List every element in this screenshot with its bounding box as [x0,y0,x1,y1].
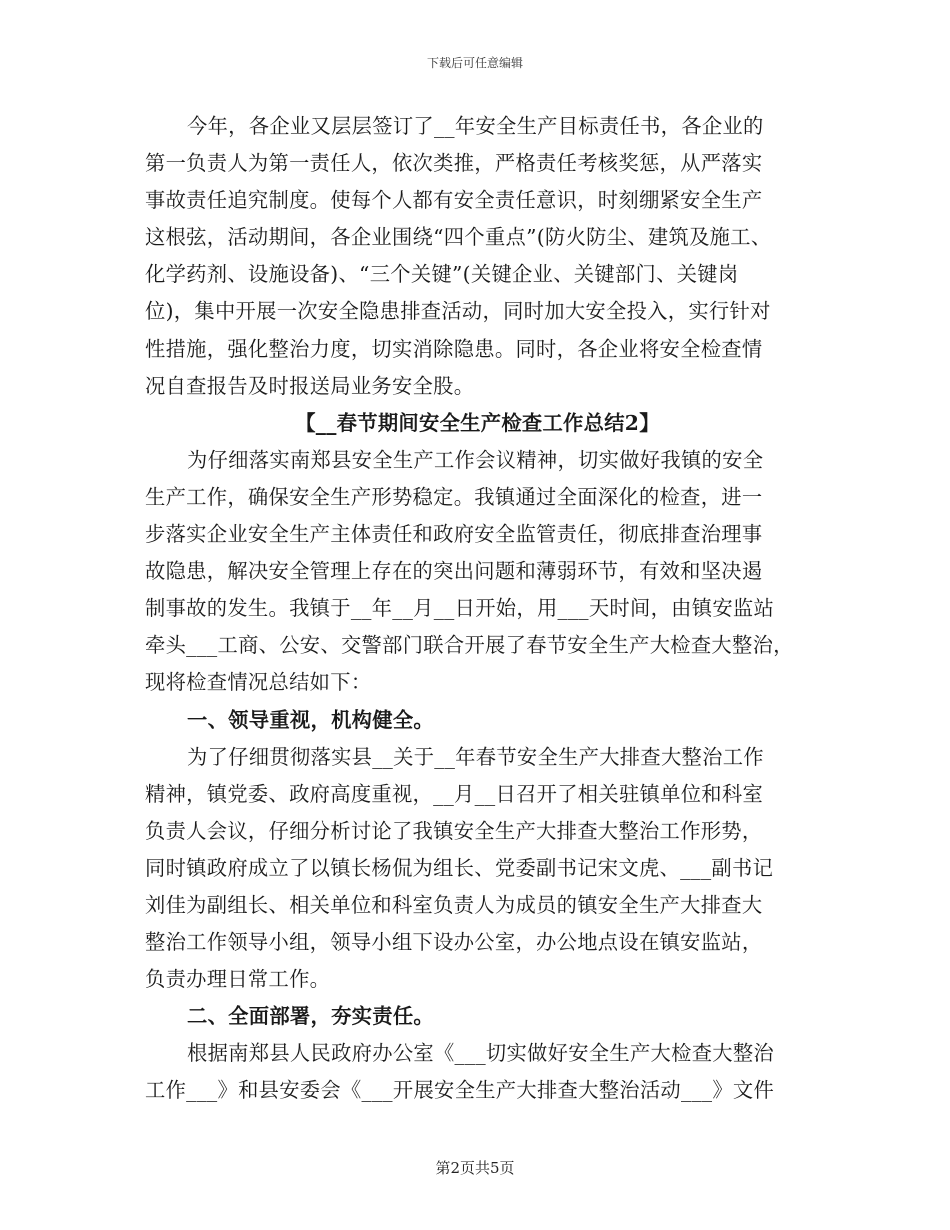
text-line: 位)，集中开展一次安全隐患排查活动，同时加大安全投入，实行针对 [145,299,771,324]
text-line: 负责人会议，仔细分析讨论了我镇安全生产大排查大整治工作形势， [145,818,763,843]
text-line: 为仔细落实南郑县安全生产工作会议精神，切实做好我镇的安全 [187,447,764,472]
text-line: 况自查报告及时报送局业务安全股。 [145,373,475,398]
section-heading: 二、全面部署，夯实责任。 [187,1004,434,1029]
text-line: 故隐患，解决安全管理上存在的突出问题和薄弱环节，有效和坚决遏 [145,559,763,584]
text-line: 根据南郑县人民政府办公室《___切实做好安全生产大检查大整治 [187,1041,775,1066]
page-header: 下载后可任意编辑 [426,56,523,70]
text-line: 为了仔细贯彻落实县__关于__年春节安全生产大排查大整治工作 [187,744,764,769]
text-line: 事故责任追究制度。使每个人都有安全责任意识，时刻绷紧安全生产 [145,188,763,213]
text-line: 化学药剂、设施设备)、“三个关键”(关键企业、关键部门、关键岗 [145,262,739,287]
text-line: 生产工作，确保安全生产形势稳定。我镇通过全面深化的检查，进一 [145,484,763,509]
text-line: 牵头___工商、公安、交警部门联合开展了春节安全生产大检查大整治， [145,633,794,658]
text-line: 第一负责人为第一责任人，依次类推，严格责任考核奖惩，从严落实 [145,151,763,176]
text-line: 整治工作领导小组，领导小组下设办公室，办公地点设在镇安监站， [145,930,763,955]
text-line: 今年，各企业又层层签订了__年安全生产目标责任书，各企业的 [187,114,764,138]
text-line: 负责办理日常工作。 [145,967,331,992]
text-line: 性措施，强化整治力度，切实消除隐患。同时，各企业将安全检查情 [145,336,763,361]
section-heading: 一、领导重视，机构健全。 [187,707,434,732]
document-body [145,108,810,1110]
text-line: 步落实企业安全生产主体责任和政府安全监管责任，彻底排查治理事 [145,522,763,547]
text-line: 工作___》和县安委会《___开展安全生产大排查大整治活动___》文件 [145,1078,775,1103]
text-line: 精神，镇党委、政府高度重视，__月__日召开了相关驻镇单位和科室 [145,781,764,806]
text-line: 刘佳为副组长、相关单位和科室负责人为成员的镇安全生产大排查大 [145,892,763,917]
text-line: 同时镇政府成立了以镇长杨侃为组长、党委副书记宋文虎、___副书记 [145,855,774,880]
text-line: 制事故的发生。我镇于__年__月__日开始，用___天时间，由镇安监站 [145,596,775,621]
section-title: 【__春节期间安全生产检查工作总结2】 [295,410,660,435]
text-line: 这根弦，活动期间，各企业围绕“四个重点”(防火防尘、建筑及施工、 [145,225,772,250]
text-line: 现将检查情况总结如下： [145,670,372,695]
page-footer: 第2页共5页 [435,1159,515,1177]
